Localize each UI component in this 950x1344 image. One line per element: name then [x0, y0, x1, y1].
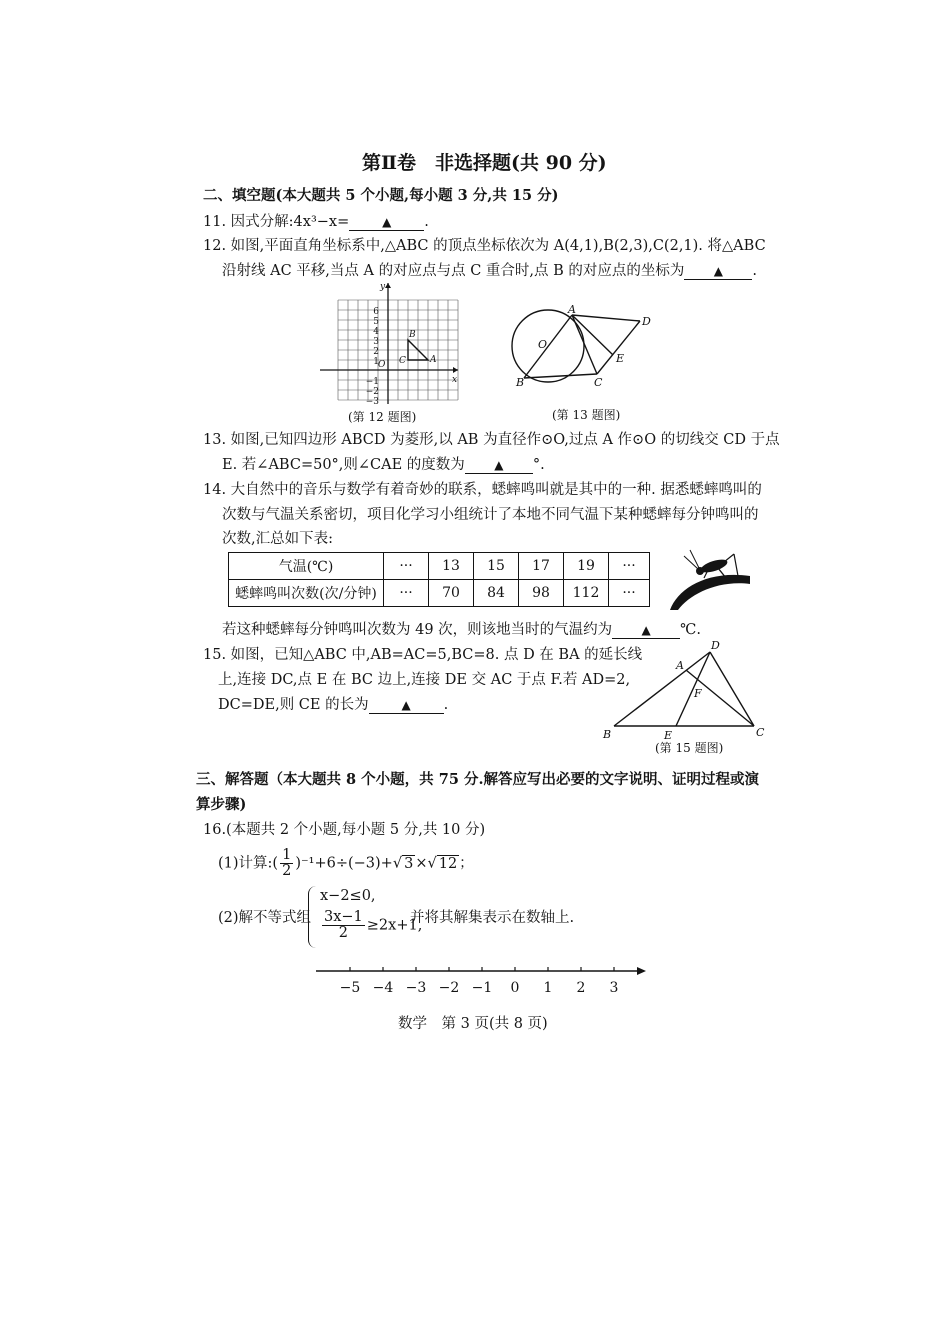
figure-13-caption: (第 13 题图) [552, 408, 621, 422]
label-d: D [711, 639, 720, 652]
y-tick-label: 4 [373, 327, 379, 337]
brace-icon [308, 886, 319, 948]
question-14-line2: 次数与气温关系密切，项目化学习小组统计了本地不同气温下某种蟋蟀每分钟鸣叫的 [222, 507, 759, 523]
answer-blank-11[interactable]: ▲ [349, 214, 424, 231]
question-14-question: 若这种蟋蟀每分钟鸣叫次数为 49 次，则该地当时的气温约为 ▲ ℃. [222, 622, 702, 638]
table-cell: 98 [519, 580, 564, 607]
table-cell: ··· [384, 580, 429, 607]
label-c: C [399, 356, 406, 366]
x-axis-label: x [452, 375, 458, 385]
y-axis-label: y [380, 282, 386, 292]
segment-dc [597, 321, 640, 374]
number-line-tick-label: −5 [339, 980, 361, 996]
y-tick-label: −3 [365, 397, 379, 405]
segment-ac [572, 315, 597, 374]
table-row [229, 580, 650, 607]
figure-15-caption: (第 15 题图) [655, 741, 724, 755]
segment-dc [710, 652, 754, 726]
table-cell: ··· [609, 553, 650, 580]
question-15-line3: DC=DE,则 CE 的长为 ▲ . [218, 697, 449, 713]
y-tick-label: −1 [365, 377, 379, 387]
page-title: 第Ⅱ卷 非选择题(共 90 分) [362, 152, 607, 174]
table-cell: ··· [384, 553, 429, 580]
number-line-tick-label: −4 [372, 980, 394, 996]
fraction-one-half: $\frac{1}{2}$ [282, 847, 292, 879]
y-axis-arrow-icon [385, 283, 391, 288]
figure-15-triangle [598, 636, 770, 748]
question-15-line1: 15. 如图，已知△ABC 中,AB=AC=5,BC=8. 点 D 在 BA 的延长线 [203, 647, 643, 663]
label-a: A [568, 303, 576, 316]
question-16-part1: (1)计算:( $\frac{1}{2}$ )⁻¹+6÷(−3)+√ 3 ×√ 12 ； [218, 847, 474, 879]
question-16-part2-suffix: 并将其解集表示在数轴上. [410, 910, 575, 926]
number-line-tick-label: 2 [576, 980, 586, 996]
question-14-line3: 次数,汇总如下表: [222, 531, 333, 547]
table-cell: 112 [564, 580, 609, 607]
number-line-tick-label: 3 [609, 980, 619, 996]
table-cell: 蟋蟀鸣叫次数(次/分钟) [229, 580, 384, 607]
table-row [229, 553, 650, 580]
y-tick-label: 6 [373, 307, 379, 317]
question-13-line1: 13. 如图,已知四边形 ABCD 为菱形,以 AB 为直径作⊙O,过点 A 作⊙O 的切线交 CD 于点 [203, 432, 780, 448]
label-a: A [676, 659, 684, 672]
question-13-line2: E. 若∠ABC=50°,则∠CAE 的度数为 ▲ °. [222, 457, 545, 473]
question-16-part2-prefix: (2)解不等式组 [218, 910, 312, 926]
number-line-tick-label: 1 [543, 980, 553, 996]
label-e: E [664, 729, 673, 742]
segment-bc [524, 374, 597, 378]
question-14-line1: 14. 大自然中的音乐与数学有着奇妙的联系，蟋蟀鸣叫就是其中的一种. 据悉蟋蟀鸣叫的 [203, 482, 762, 498]
section-heading-solutions-1: 三、解答题（本大题共 8 个小题，共 75 分.解答应写出必要的文字说明、证明过程或演 [196, 771, 760, 788]
label-d: D [642, 315, 651, 328]
label-c: C [756, 726, 765, 739]
table-cell: 17 [519, 553, 564, 580]
table-cell: ··· [609, 580, 650, 607]
label-c: C [594, 376, 603, 389]
question-11: 11. 因式分解:4x³−x= ▲ . [203, 214, 429, 230]
label-b: B [409, 330, 416, 340]
y-tick-label: 5 [373, 317, 379, 327]
label-b: B [516, 376, 525, 389]
question-12-line1: 12. 如图,平面直角坐标系中,△ABC 的顶点坐标依次为 A(4,1),B(2,3),C(2,1). 将△ABC [203, 238, 766, 254]
table-cell: 13 [429, 553, 474, 580]
y-tick-label: 3 [373, 337, 379, 347]
number-line[interactable] [312, 960, 652, 1000]
figure-12-caption: (第 12 题图) [348, 410, 417, 424]
answer-blank-13[interactable]: ▲ [465, 457, 533, 474]
answer-blank-14[interactable]: ▲ [612, 622, 680, 639]
answer-blank-15[interactable]: ▲ [369, 697, 444, 714]
y-tick-label: 1 [373, 357, 379, 367]
y-tick-label: −2 [365, 387, 379, 397]
origin-label: O [378, 360, 386, 370]
inequality-1: x−2≤0, [320, 888, 376, 904]
segment-ad [572, 315, 640, 321]
question-12-line2: 沿射线 AC 平移,当点 A 的对应点与点 C 重合时,点 B 的对应点的坐标为 ▲ . [222, 263, 757, 279]
table-cell: 15 [474, 553, 519, 580]
table-cell: 19 [564, 553, 609, 580]
label-f: F [694, 687, 702, 700]
section-heading-solutions-2: 算步骤) [196, 796, 247, 813]
question-11-text: 11. 因式分解:4x³−x= [203, 214, 350, 230]
figure-12-coordinate-grid [318, 280, 468, 405]
segment-ab [524, 315, 572, 378]
label-e: E [616, 352, 625, 365]
number-line-tick-label: −3 [405, 980, 427, 996]
label-o: O [538, 338, 548, 351]
number-line-tick-label: −1 [471, 980, 493, 996]
cricket-illustration [668, 548, 752, 612]
answer-blank-12[interactable]: ▲ [684, 263, 752, 280]
x-axis-arrow-icon [453, 367, 458, 373]
cricket-temperature-table [228, 552, 650, 607]
section-heading-fill-in: 二、填空题(本大题共 5 个小题,每小题 3 分,共 15 分) [203, 187, 559, 204]
table-cell: 70 [429, 580, 474, 607]
page-footer: 数学 第 3 页(共 8 页) [398, 1016, 548, 1032]
table-cell: 气温(℃) [229, 553, 384, 580]
label-b: B [603, 728, 612, 741]
fraction-3x-minus-1-over-2: $\frac{3x-1}{2}$ [324, 909, 363, 941]
question-16-intro: 16.(本题共 2 个小题,每小题 5 分,共 10 分) [203, 822, 486, 838]
y-tick-label: 2 [373, 347, 379, 357]
label-a: A [430, 355, 437, 365]
question-15-line2: 上,连接 DC,点 E 在 BC 边上,连接 DE 交 AC 于点 F.若 AD=2, [218, 672, 631, 688]
table-cell: 84 [474, 580, 519, 607]
number-line-tick-label: −2 [438, 980, 460, 996]
number-line-tick-label: 0 [510, 980, 520, 996]
inequality-2: $\frac{3x-1}{2}$ ≥2x+1, [324, 909, 423, 941]
figure-13-circle-rhombus [505, 300, 665, 395]
number-line-arrow-icon [637, 967, 646, 975]
segment-ae [572, 315, 613, 355]
